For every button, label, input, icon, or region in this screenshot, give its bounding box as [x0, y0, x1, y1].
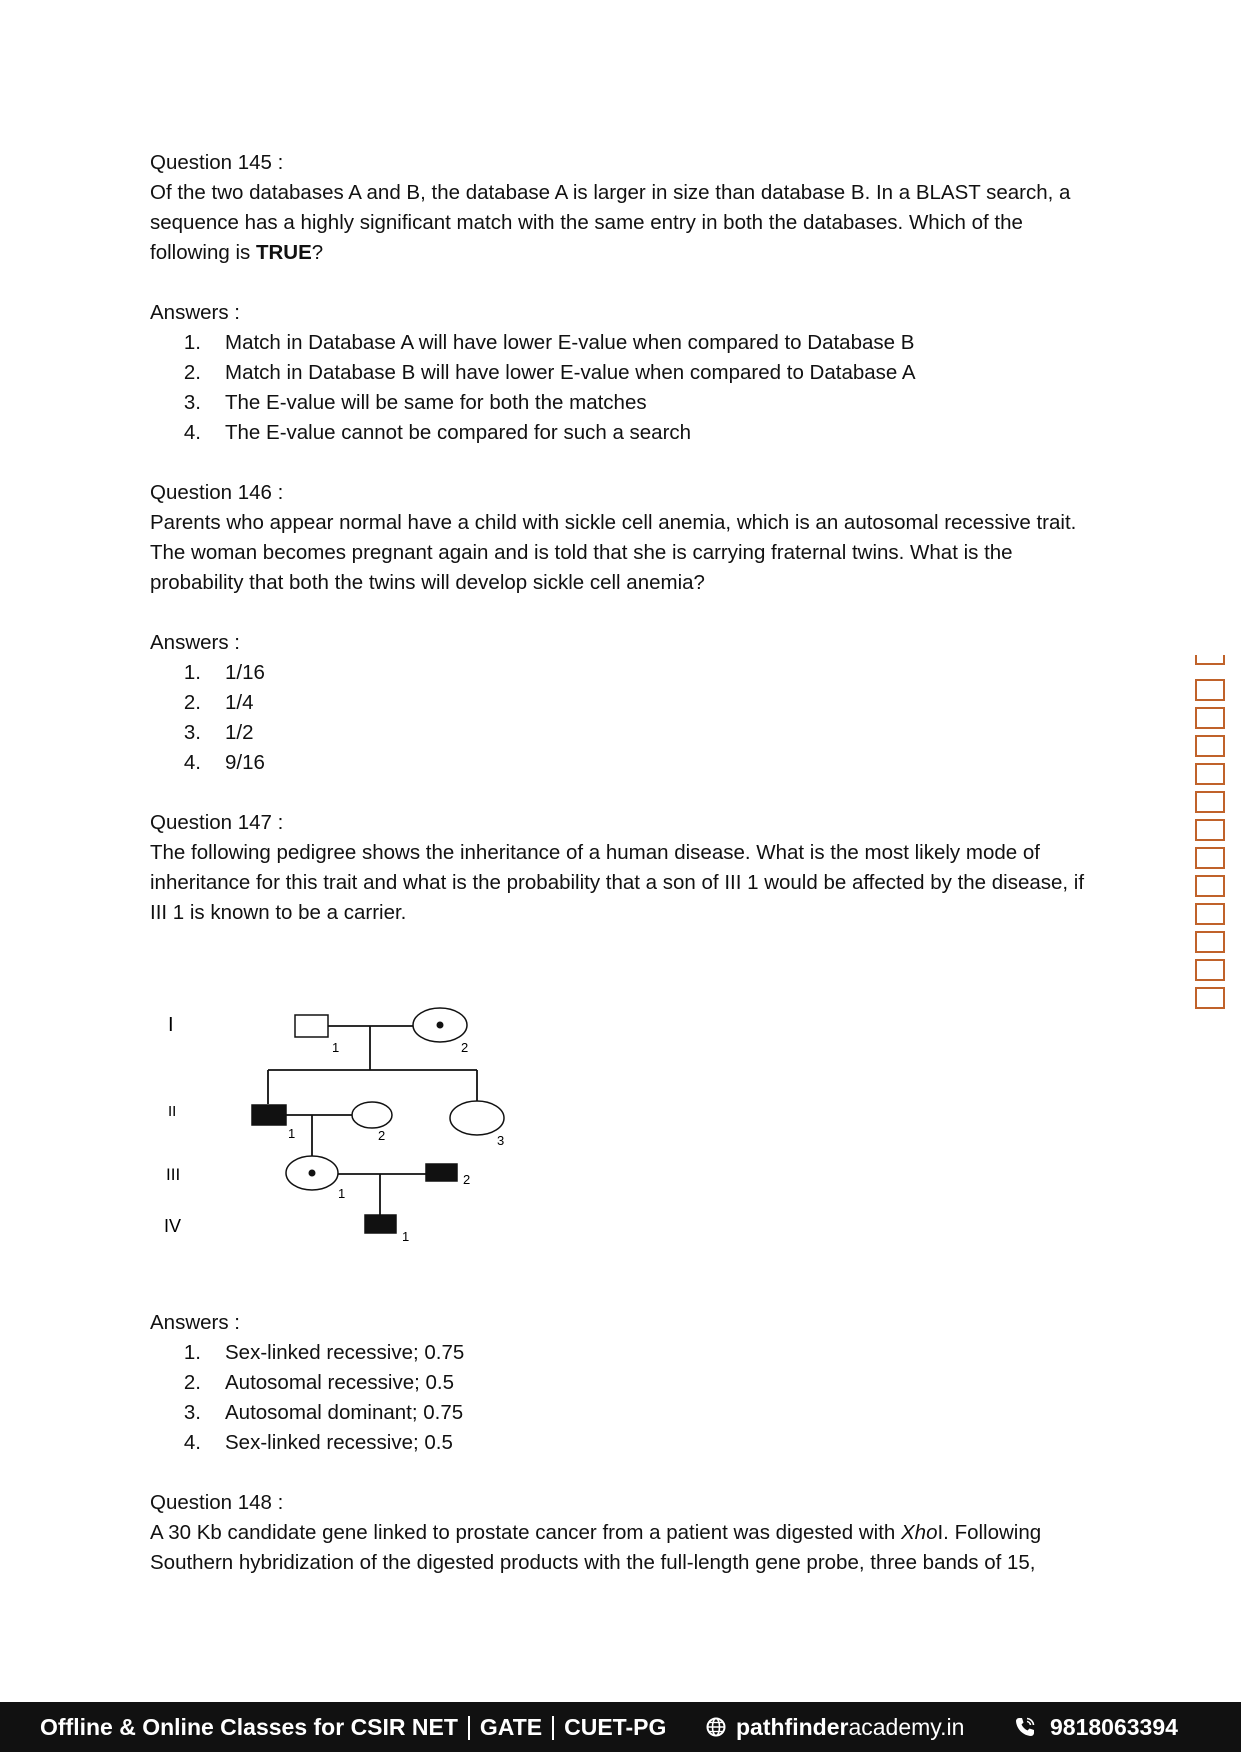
box-icon	[1195, 763, 1225, 785]
answer-option: 1. 1/16	[183, 661, 265, 684]
male-affected	[426, 1164, 457, 1181]
box-icon	[1195, 791, 1225, 813]
individual-number: 2	[461, 1040, 469, 1055]
male-unaffected	[295, 1015, 328, 1037]
answer-option: 3. Autosomal dominant; 0.75	[183, 1401, 464, 1424]
question-145-label: Question 145 :	[150, 151, 284, 174]
answer-option: 4. 9/16	[183, 751, 265, 774]
answer-list-147	[150, 1338, 1090, 1458]
female-unaffected	[352, 1102, 392, 1128]
footer-phone[interactable]: 9818063394	[1014, 1714, 1178, 1741]
question-146-text: Parents who appear normal have a child with sickle cell anemia, which is an autosomal recessive trait. The woman becomes pregnant again and is told that she is carrying fraternal twins. What is the probability that both the twins will develop sickle cell anemia?	[150, 511, 1077, 594]
answer-list-146	[150, 658, 1090, 778]
footer-promo: Offline & Online Classes for CSIR NET GATE CUET-PG	[40, 1713, 667, 1740]
individual-number: 3	[497, 1133, 505, 1148]
answer-option: 3. The E-value will be same for both the matches	[183, 391, 647, 414]
box-icon	[1195, 707, 1225, 729]
answers-label: Answers :	[150, 1311, 240, 1334]
box-icon	[1195, 987, 1225, 1009]
answers-label: Answers :	[150, 301, 240, 324]
pedigree-chart	[140, 958, 560, 1278]
individual-number: 1	[288, 1126, 296, 1141]
globe-icon	[706, 1717, 726, 1737]
phone-icon	[1014, 1716, 1036, 1738]
answer-list-145	[150, 328, 1090, 448]
male-affected	[252, 1105, 286, 1125]
individual-number: 2	[463, 1172, 471, 1187]
bracket-icon	[1195, 655, 1225, 665]
carrier-dot	[309, 1170, 316, 1177]
individual-number: 1	[338, 1186, 346, 1201]
answer-option: 4. Sex-linked recessive; 0.5	[183, 1431, 453, 1454]
answers-label: Answers :	[150, 631, 240, 654]
answer-option: 1. Match in Database A will have lower E-value when compared to Database B	[183, 331, 915, 354]
individual-number: 1	[402, 1229, 410, 1244]
individual-number: 2	[378, 1128, 386, 1143]
separator	[552, 1716, 554, 1740]
separator	[468, 1716, 470, 1740]
generation-label: III	[166, 1165, 181, 1184]
box-icon	[1195, 875, 1225, 897]
box-icon	[1195, 819, 1225, 841]
carrier-dot	[437, 1022, 444, 1029]
answer-option: 2. Autosomal recessive; 0.5	[183, 1371, 455, 1394]
female-unaffected	[450, 1101, 504, 1135]
question-145-text: Of the two databases A and B, the database A is larger in size than database B. In a BLAST search, a sequence has a highly significant match with the same entry in both the databases. Which of the following is TRUE?	[150, 181, 1071, 264]
question-147-text: The following pedigree shows the inheritance of a human disease. What is the most likely mode of inheritance for this trait and what is the probability that a son of III 1 would be affected by the disease, if III 1 is known to be a carrier.	[150, 841, 1085, 924]
male-affected	[365, 1215, 396, 1233]
question-148-label: Question 148 :	[150, 1491, 284, 1514]
side-decoration	[1195, 655, 1227, 1015]
generation-label: II	[168, 1103, 177, 1120]
question-147-label: Question 147 :	[150, 811, 284, 834]
individual-number: 1	[332, 1040, 340, 1055]
box-icon	[1195, 903, 1225, 925]
answer-option: 3. 1/2	[183, 721, 254, 744]
generation-label: I	[168, 1014, 174, 1036]
answer-option: 2. Match in Database B will have lower E-value when compared to Database A	[183, 361, 916, 384]
box-icon	[1195, 735, 1225, 757]
footer-banner	[0, 1702, 1241, 1752]
generation-label: IV	[164, 1216, 182, 1236]
answer-option: 1. Sex-linked recessive; 0.75	[183, 1341, 465, 1364]
question-146-label: Question 146 :	[150, 481, 284, 504]
answer-option: 2. 1/4	[183, 691, 254, 714]
box-icon	[1195, 959, 1225, 981]
box-icon	[1195, 931, 1225, 953]
box-icon	[1195, 679, 1225, 701]
box-icon	[1195, 847, 1225, 869]
question-content	[150, 148, 1090, 1578]
footer-website[interactable]: pathfinder academy.in	[706, 1714, 964, 1741]
question-148-text: A 30 Kb candidate gene linked to prostate cancer from a patient was digested with XhoI. Following Southern hybridization of the digested products with the full-length gene probe, three bands of 15,	[150, 1521, 1042, 1574]
answer-option: 4. The E-value cannot be compared for such a search	[183, 421, 692, 444]
